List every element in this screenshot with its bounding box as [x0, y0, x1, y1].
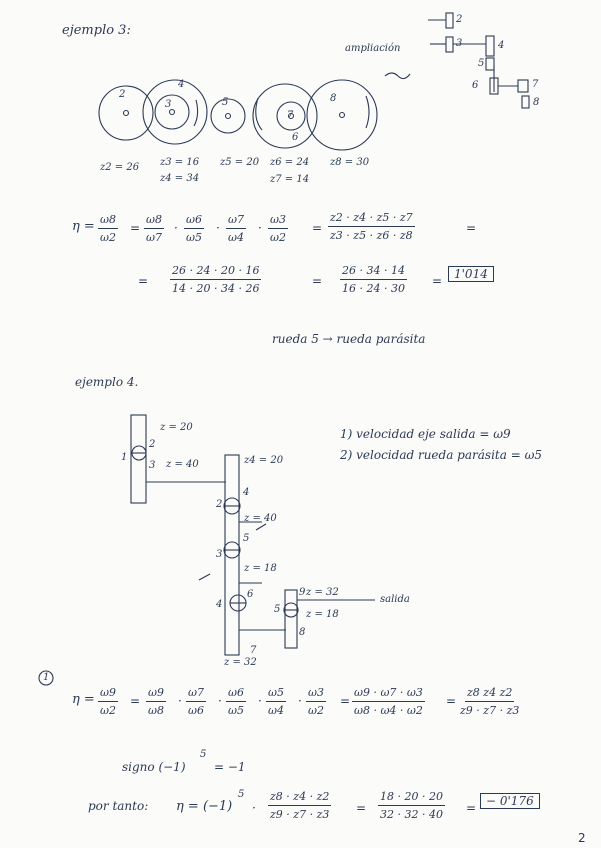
stack-label-3: 3 — [456, 38, 463, 49]
question-2: 2) velocidad rueda parásita = ω5 — [340, 448, 542, 462]
shaft-label-5: 5 — [274, 604, 281, 615]
shaft-label-3: 3 — [216, 549, 223, 560]
stack-label-4: 4 — [498, 40, 505, 51]
ej4-eq-frac6: $\frac{\omega 3}{\omega 2}$ — [308, 686, 324, 717]
gear-label-7: 7 — [287, 110, 294, 121]
ej4-teeth-z8: z = 18 — [306, 609, 339, 620]
ej4-eq-frac1: $\frac{\omega 9}{\omega 2}$ — [100, 686, 116, 717]
portanto-exponent: 5 — [238, 789, 245, 800]
ej4-teeth-z2: z = 20 — [160, 422, 193, 433]
eq1-frac5: $\frac{\omega 3}{\omega 2}$ — [270, 213, 286, 244]
eq2-result: 1'014 — [448, 266, 494, 282]
shaft-label-1: 1 — [121, 452, 128, 463]
gear-label-8: 8 — [330, 93, 337, 104]
ej4-teeth-z5: z = 40 — [244, 513, 277, 524]
ej4-eq-frac2: $\frac{\omega 9}{\omega 8}$ — [148, 686, 164, 717]
eq1-frac6: $\frac{z2 \cdot z4 \cdot z5 \cdot z7}{z3 \cdot z5 \cdot z6 \cdot z8}$ — [330, 211, 413, 242]
ej4-eq-frac5: $\frac{\omega 5}{\omega 4}$ — [268, 686, 284, 717]
eq1-lhs: η = — [72, 219, 95, 234]
gear-tag-6: 6 — [247, 589, 254, 600]
ej4-teeth-z4: z4 = 20 — [244, 455, 284, 466]
shaft-label-2: 2 — [216, 499, 223, 510]
gear-tag-7: 7 — [250, 645, 257, 656]
teeth-z7: z7 = 14 — [270, 174, 310, 185]
eq1-frac2: $\frac{\omega 8}{\omega 7}$ — [146, 213, 162, 244]
gear-tag-3: 3 — [149, 460, 156, 471]
gear-tag-8: 8 — [299, 627, 306, 638]
stack-label-2: 2 — [456, 14, 463, 25]
gear-label-2: 2 — [119, 89, 126, 100]
ej4-teeth-z6: z = 18 — [244, 563, 277, 574]
ej4-eq-lhs: η = — [72, 692, 95, 707]
eq1-frac3: $\frac{\omega 6}{\omega 5}$ — [186, 213, 202, 244]
notebook-page: ejemplo 3: 2 4 3 5 6 7 8 ampliación 2 3 4 5 6 7 8 z2 = 26 z3 = 16 z4 = 34 z5 = 20 z6 = 24 z7 = 14 z8 = 30 η = $\frac{\omega 8}{\omega 2}$ = $\frac{\omega 8}{\omega 7}$ · $\frac{\omega 6}{\omega 5}$ · $\frac{\omega 7}{\omega 4}$ · $\frac{\omega 3}{\omega 2}$ = $\frac{z2 \cdot z4 \cdot z5 \cdot z7}{z3 \cdot z5 \cdot z6 \cdot z8}$ = = $\frac{26 \cdot 24 \cdot 20 \cdot 16}{14 \cdot 20 \cdot 34 \cdot 26}$ = $\frac{26 \cdot 34 \cdot 14}{16 \cdot 24 \cdot 30}$ = 1'014 rueda 5 → rueda parásita ejemplo 4. 1 2 3 4 5 2 3 4 5 6 7 8 9 z = 20 z = 40 z4 = 20 z = 40 z = 18 z = 32 z = 18 z = 32 salida 1) velocidad eje salida = ω9 2) velocidad rueda parásita = ω5 1 η = $\frac{\omega 9}{\omega 2}$ = $\frac{\omega 9}{\omega 8}$ · $\frac{\omega 7}{\omega 6}$ · $\frac{\omega 6}{\omega 5}$ · $\frac{\omega 5}{\omega 4}$ · $\frac{\omega 3}{\omega 2}$ = $\frac{\omega 9 \cdot \omega 7 \cdot \omega 3}{\omega 8 \cdot \omega 4 \cdot \omega 2}$ = $\frac{z8 z4 z2}{z9 \cdot z7 \cdot z3}$ signo (−1) 5 = −1 por tanto: η = (−1) 5 · $\frac{z8 \cdot z4 \cdot z2}{z9 \cdot z7 \cdot z3}$ = $\frac{18 \cdot 20 \cdot 20}{32 \cdot 32 \cdot 40}$ = − 0'176 2 — [0, 0, 601, 848]
ej4-teeth-z7: z = 32 — [224, 657, 257, 668]
ej4-eq-frac4: $\frac{\omega 6}{\omega 5}$ — [228, 686, 244, 717]
teeth-z5: z5 = 20 — [220, 157, 260, 168]
page-number: 2 — [578, 831, 586, 845]
signo-label: signo (−1) — [122, 760, 186, 774]
stack-label-8: 8 — [533, 97, 540, 108]
ej4-teeth-z9: z = 32 — [306, 587, 339, 598]
ej4-teeth-z3: z = 40 — [166, 459, 199, 470]
item-number: 1 — [43, 672, 50, 683]
teeth-z8: z8 = 30 — [330, 157, 370, 168]
ej4-eq-frac3: $\frac{\omega 7}{\omega 6}$ — [188, 686, 204, 717]
portanto-eta: η = (−1) — [176, 799, 233, 814]
gear-label-4: 4 — [178, 79, 185, 90]
eq2-frac1: $\frac{26 \cdot 24 \cdot 20 \cdot 16}{14 \cdot 20 \cdot 34 \cdot 26}$ — [172, 264, 260, 295]
ejemplo3-title: ejemplo 3: — [62, 23, 131, 38]
portanto-label: por tanto: — [88, 799, 149, 813]
eq1-frac4: $\frac{\omega 7}{\omega 4}$ — [228, 213, 244, 244]
eq1-frac1: $\frac{\omega 8}{\omega 2}$ — [100, 213, 116, 244]
stack-label-7: 7 — [532, 79, 539, 90]
parasita-note: rueda 5 → rueda parásita — [272, 332, 426, 346]
teeth-z6: z6 = 24 — [270, 157, 310, 168]
stack-label-5: 5 — [478, 58, 485, 69]
ejemplo4-title: ejemplo 4. — [75, 375, 139, 389]
shaft-label-4: 4 — [216, 599, 223, 610]
ampliacion-label: ampliación — [345, 43, 401, 54]
gear-label-6: 6 — [292, 132, 299, 143]
gear-label-5: 5 — [222, 97, 229, 108]
ej4-eq-frac7: $\frac{\omega 9 \cdot \omega 7 \cdot \omega 3}{\omega 8 \cdot \omega 4 \cdot \omega 2}$ — [354, 686, 423, 717]
eq2-frac2: $\frac{26 \cdot 34 \cdot 14}{16 \cdot 24 \cdot 30}$ — [342, 264, 405, 295]
teeth-z4: z4 = 34 — [160, 173, 200, 184]
portanto-result: − 0'176 — [480, 793, 540, 809]
salida-label: salida — [380, 594, 410, 605]
ej4-eq-frac8: $\frac{z8 z4 z2}{z9 \cdot z7 \cdot z3}$ — [460, 686, 520, 717]
gear-tag-4: 4 — [243, 487, 250, 498]
teeth-z3: z3 = 16 — [160, 157, 200, 168]
gear-tag-9: 9 — [299, 587, 306, 598]
portanto-frac1: $\frac{z8 \cdot z4 \cdot z2}{z9 \cdot z7 \cdot z3}$ — [270, 790, 330, 821]
portanto-frac2: $\frac{18 \cdot 20 \cdot 20}{32 \cdot 32 \cdot 40}$ — [380, 790, 443, 821]
signo-exponent: 5 — [200, 749, 207, 760]
gear-label-3: 3 — [165, 99, 172, 110]
gear-tag-2: 2 — [149, 439, 156, 450]
gear-tag-5: 5 — [243, 533, 250, 544]
signo-result: = −1 — [214, 760, 246, 774]
stack-label-6: 6 — [472, 80, 479, 91]
question-1: 1) velocidad eje salida = ω9 — [340, 427, 511, 441]
teeth-z2: z2 = 26 — [100, 162, 140, 173]
